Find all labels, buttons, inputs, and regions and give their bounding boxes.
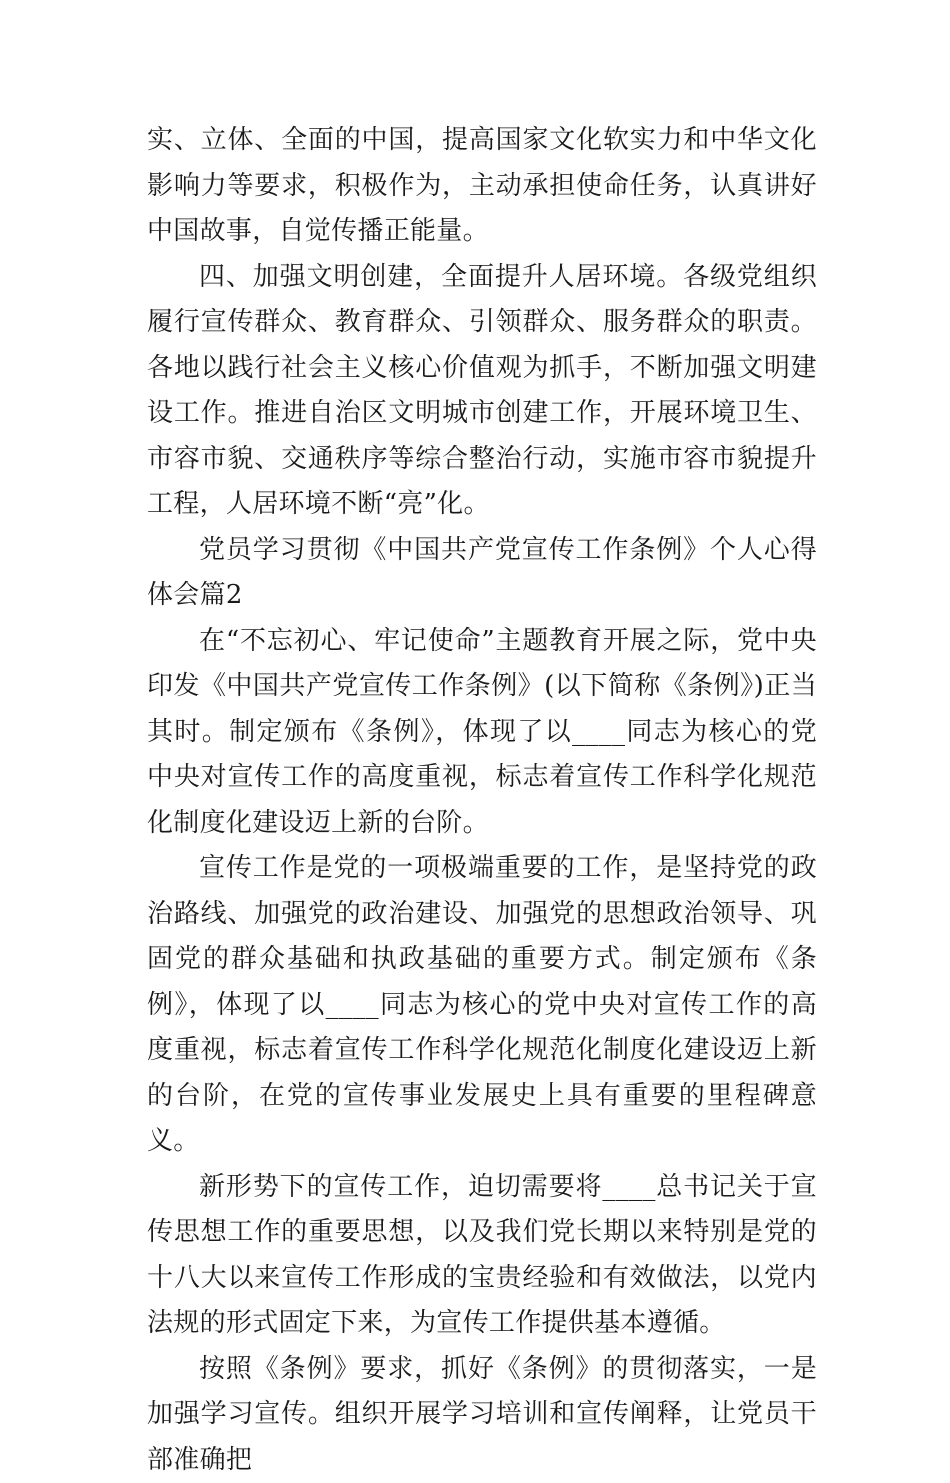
section-heading: 党员学习贯彻《中国共产党宣传工作条例》个人心得体会篇2 xyxy=(147,528,817,619)
document-body xyxy=(147,118,817,1483)
paragraph-6: 新形势下的宣传工作，迫切需要将____总书记关于宣传思想工作的重要思想，以及我们党长期以来特别是党的十八大以来宣传工作形成的宝贵经验和有效做法，以党内法规的形式固定下来，为宣传工作提供基本遵循。 xyxy=(147,1165,817,1347)
paragraph-5: 宣传工作是党的一项极端重要的工作，是坚持党的政治路线、加强党的政治建设、加强党的思想政治领导、巩固党的群众基础和执政基础的重要方式。制定颁布《条例》，体现了以____同志为核心的党中央对宣传工作的高度重视，标志着宣传工作科学化规范化制度化建设迈上新的台阶，在党的宣传事业发展史上具有重要的里程碑意义。 xyxy=(147,846,817,1165)
paragraph-1: 实、立体、全面的中国，提高国家文化软实力和中华文化影响力等要求，积极作为，主动承担使命任务，认真讲好中国故事，自觉传播正能量。 xyxy=(147,118,817,255)
paragraph-4: 在“不忘初心、牢记使命”主题教育开展之际，党中央印发《中国共产党宣传工作条例》(以下简称《条例》)正当其时。制定颁布《条例》，体现了以____同志为核心的党中央对宣传工作的高度重视，标志着宣传工作科学化规范化制度化建设迈上新的台阶。 xyxy=(147,619,817,847)
paragraph-7: 按照《条例》要求，抓好《条例》的贯彻落实，一是加强学习宣传。组织开展学习培训和宣传阐释，让党员干部准确把 xyxy=(147,1347,817,1483)
paragraph-2: 四、加强文明创建，全面提升人居环境。各级党组织履行宣传群众、教育群众、引领群众、服务群众的职责。各地以践行社会主义核心价值观为抓手，不断加强文明建设工作。推进自治区文明城市创建工作，开展环境卫生、市容市貌、交通秩序等综合整治行动，实施市容市貌提升工程，人居环境不断“亮”化。 xyxy=(147,255,817,528)
